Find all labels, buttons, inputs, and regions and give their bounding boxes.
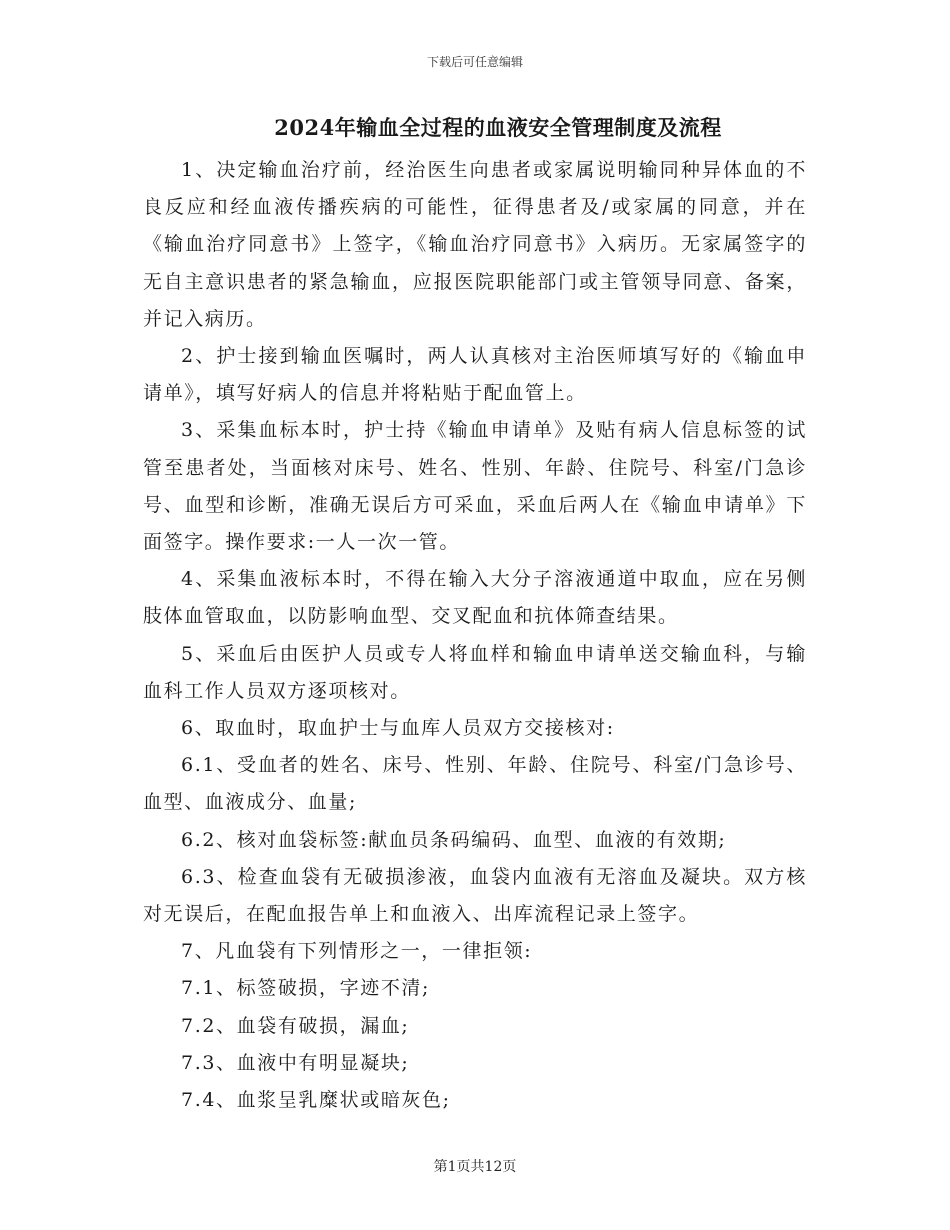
paragraph-6: 6、取血时，取血护士与血库人员双方交接核对: xyxy=(181,717,615,740)
paragraph-7-3: 7.3、血液中有明显凝块; xyxy=(181,1051,410,1074)
paragraph-2: 2、护士接到输血医嘱时，两人认真核对主治医师填写好的《输血申请单》，填写好病人的信息并将粘贴于配血管上。 xyxy=(143,345,807,405)
paragraph-6-3: 6.3、检查血袋有无破损渗液，血袋内血液有无溶血及凝块。双方核对无误后，在配血报告单上和血液入、出库流程记录上签字。 xyxy=(143,865,807,926)
document-title: 2024年输血全过程的血液安全管理制度及流程 xyxy=(274,115,722,140)
paragraph-5: 5、采血后由医护人员或专人将血样和输血申请单送交输血科，与输血科工作人员双方逐项核对。 xyxy=(143,642,807,702)
paragraph-7-4: 7.4、血浆呈乳糜状或暗灰色; xyxy=(181,1089,451,1112)
page-footer-number: 第1页共12页 xyxy=(433,1159,517,1175)
paragraph-3: 3、采集血标本时，护士持《输血申请单》及贴有病人信息标签的试管至患者处，当面核对床号、姓名、性别、年龄、住院号、科室/门急诊号、血型和诊断，准确无误后方可采血，采血后两人在《输血申请单》下面签字。操作要求:一人一次一管。 xyxy=(143,419,807,554)
paragraph-4: 4、采集血液标本时，不得在输入大分子溶液通道中取血，应在另侧肢体血管取血，以防影响血型、交叉配血和抗体筛查结果。 xyxy=(143,568,807,628)
paragraph-6-2: 6.2、核对血袋标签:献血员条码编码、血型、血液的有效期; xyxy=(181,828,727,851)
paragraph-7-2: 7.2、血袋有破损，漏血; xyxy=(181,1014,410,1037)
paragraph-7-1: 7.1、标签破损，字迹不清; xyxy=(181,977,431,1000)
paragraph-1: 1、决定输血治疗前，经治医生向患者或家属说明输同种异体血的不良反应和经血液传播疾病的可能性，征得患者及/或家属的同意，并在《输血治疗同意书》上签字，《输血治疗同意书》入病历。无家属签字的无自主意识患者的紧急输血，应报医院职能部门或主管领导同意、备案，并记入病历。 xyxy=(143,159,807,330)
paragraph-6-1: 6.1、受血者的姓名、床号、性别、年龄、住院号、科室/门急诊号、血型、血液成分、血量; xyxy=(143,754,807,814)
paragraph-7: 7、凡血袋有下列情形之一，一律拒领: xyxy=(181,940,533,963)
page-header-note: 下载后可任意编辑 xyxy=(426,55,523,69)
document-body xyxy=(143,152,807,1119)
